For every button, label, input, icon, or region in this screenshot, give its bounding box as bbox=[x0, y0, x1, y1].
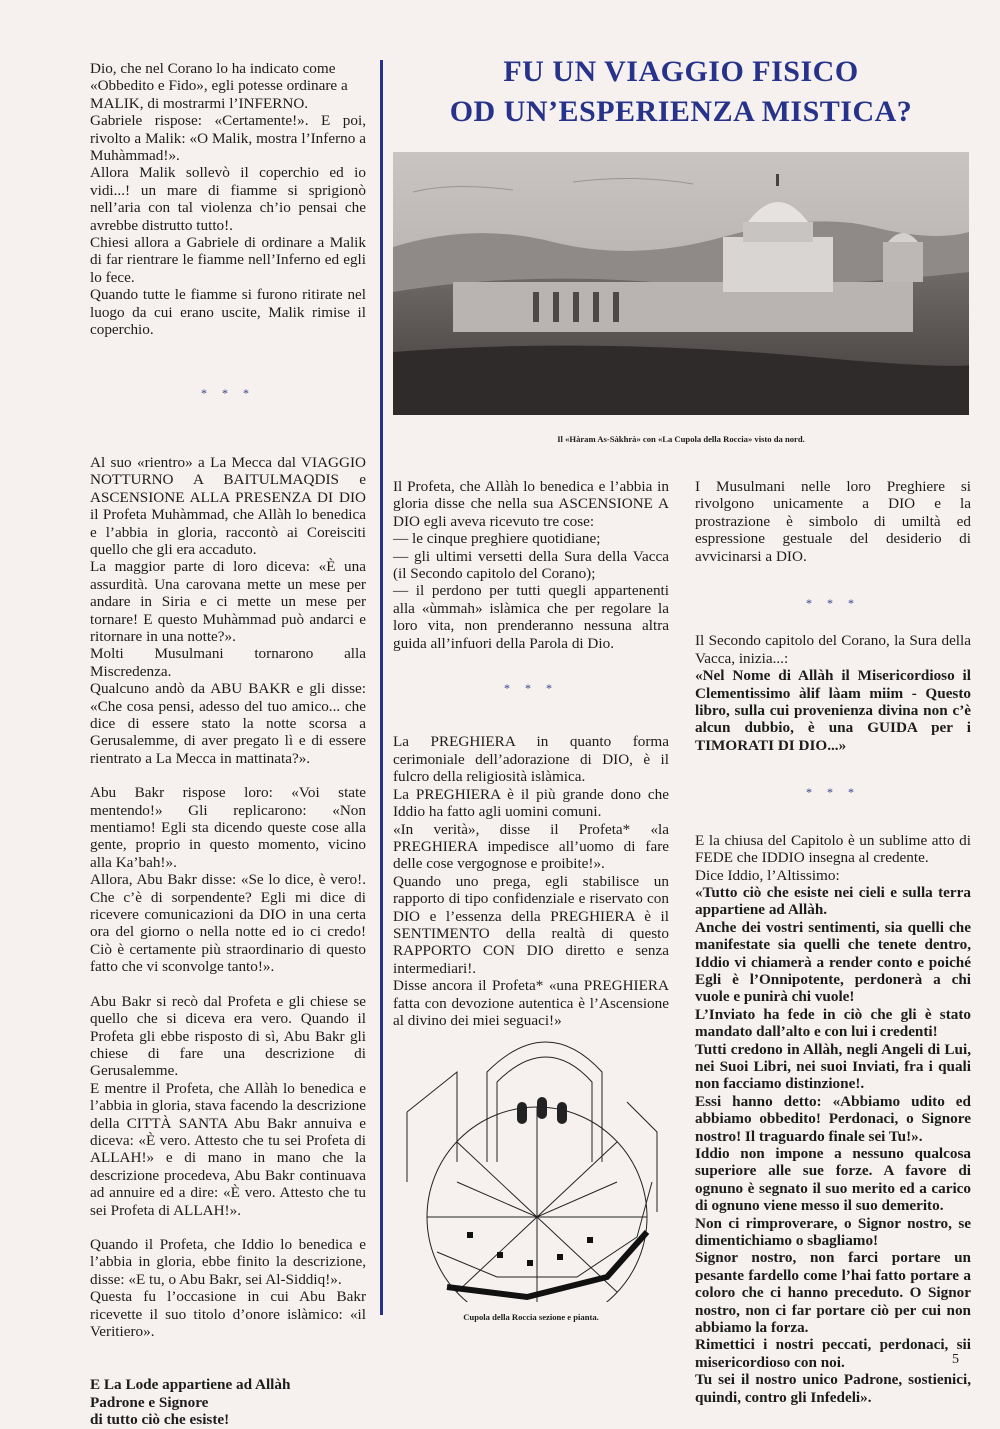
quoted-verse: Tu sei il nostro unico Padrone, sostienici, quindi, contro gli Infedeli». bbox=[695, 1371, 971, 1406]
quoted-verse: Rimettici i nostri peccati, perdonaci, sii misericordioso con noi. bbox=[695, 1336, 971, 1371]
paragraph: Allora Malik sollevò il coperchio ed io vidi...! un mare di fiamme si sprigionò nell’aria con tal violenza ch’io pensai che avrebbe distrutto tutto!. bbox=[90, 164, 366, 234]
quoted-verse: Iddio non impone a nessuno qualcosa superiore alle sue forze. A favore di ognuno è segnato il suo merito ed a carico di ognuno viene messo il suo demerito. bbox=[695, 1145, 971, 1215]
closing-line: Padrone e Signore bbox=[90, 1393, 209, 1411]
engraving-image bbox=[393, 152, 969, 415]
quoted-verse: «Nel Nome di Allàh il Misericordioso il Clementissimo àlif làam miim - Questo libro, sulla cui provenienza divina non c’è alcun dubbio, è una GUIDA per i TIMORATI DI DIO...» bbox=[695, 667, 971, 754]
paragraph: Al suo «rientro» a La Mecca dal VIAGGIO NOTTURNO A BAITULMAQDIS e ASCENSIONE ALLA PRESENZA DI DIO il Profeta Muhàmmad, che Allàh lo benedica e l’abbia in gloria, raccontò ai Coreisciti quello che gli era accaduto. bbox=[90, 453, 366, 558]
section-separator: * * * bbox=[806, 596, 860, 611]
quoted-verse: Anche dei vostri sentimenti, sia quelli che manifestate sia quelli che tenete dentro, Iddio vi chiamerà a render conto e poiché Egli è l’Onnipotente, perdonerà a chi vuole e punirà chi vuole! bbox=[695, 918, 971, 1006]
paragraph: Quando tutte le fiamme si furono ritirate nel luogo da cui erano uscite, Malik rimise il coperchio. bbox=[90, 286, 366, 339]
drawing-caption: Cupola della Roccia sezione e pianta. bbox=[463, 1312, 599, 1322]
section-separator: * * * bbox=[504, 681, 558, 696]
dome-section-plan-drawing bbox=[397, 1032, 665, 1302]
quoted-verse: Non ci rimproverare, o Signor nostro, se dimentichiamo o sbagliamo! bbox=[695, 1214, 971, 1250]
paragraph: La PREGHIERA in quanto forma cerimoniale dell’adorazione di DIO, è il fulcro della religiosità islàmica. bbox=[393, 733, 669, 786]
section-separator: * * * bbox=[806, 785, 860, 800]
closing-line: di tutto ciò che esiste! bbox=[90, 1411, 230, 1429]
paragraph: Abu Bakr si recò dal Profeta e gli chiese se quello che si diceva era vero. Quando il Profeta gli ebbe risposto di sì, Abu Bakr gli chiese di fare una descrizione di Gerusalemme. bbox=[90, 992, 366, 1080]
closing-line: E La Lode appartiene ad Allàh bbox=[90, 1376, 291, 1394]
paragraph: Questa fu l’occasione in cui Abu Bakr ricevette il suo titolo d’onore islàmico: «il Veritiero». bbox=[90, 1288, 366, 1340]
paragraph: Molti Musulmani tornarono alla Miscredenza. bbox=[90, 645, 366, 680]
list-item: — il perdono per tutti quegli appartenenti alla «ùmmah» islàmica che per regolare la loro vita, non prenderanno nessuna altra guida all’infuori della Parola di Dio. bbox=[393, 582, 669, 652]
quoted-verse: Essi hanno detto: «Abbiamo udito ed abbiamo obbedito! Perdonaci, o Signore nostro! Il traguardo finale sei Tu!». bbox=[695, 1092, 971, 1145]
paragraph: Gabriele rispose: «Certamente!». E poi, rivolto a Malik: «O Malik, mostra l’Inferno a Muhàmmad!». bbox=[90, 112, 366, 165]
quoted-verse: L’Inviato ha fede in ciò che gli è stato mandato dall’alto e con lui i credenti! bbox=[695, 1005, 971, 1041]
list-item: — le cinque preghiere quotidiane; bbox=[393, 530, 601, 548]
paragraph: E mentre il Profeta, che Allàh lo benedica e l’abbia in gloria, stava facendo la descrizione della CITTÀ SANTA Abu Bakr annuiva e diceva: «È vero. Attesto che tu sei Profeta di ALLAH!» e di mano in mano che la descrizione procedeva, Abu Bakr continuava ad annuire ed a dire: «È vero. Attesto che tu sei Profeta di ALLAH!». bbox=[90, 1079, 366, 1219]
vertical-rule bbox=[380, 60, 383, 1315]
column-right bbox=[695, 478, 971, 1406]
column-left bbox=[90, 60, 366, 1429]
quoted-verse: «Tutto ciò che esiste nei cieli e sulla terra appartiene ad Allàh. bbox=[695, 883, 971, 919]
paragraph: Quando il Profeta, che Iddio lo benedica e l’abbia in gloria, ebbe finito la descrizione, disse: «E tu, o Abu Bakr, sei Al-Siddiq!». bbox=[90, 1235, 366, 1288]
paragraph: Il Profeta, che Allàh lo benedica e l’abbia in gloria disse che nella sua ASCENSIONE A DIO egli aveva ricevuto tre cose: bbox=[393, 478, 669, 530]
list-item: — gli ultimi versetti della Sura della Vacca (il Secondo capitolo del Corano); bbox=[393, 547, 669, 583]
quoted-verse: Signor nostro, non farci portare un pesante fardello come l’hai fatto portare a coloro che ci hanno preceduto. O Signor nostro, non ci far portare ciò per cui non abbiamo la forza. bbox=[695, 1249, 971, 1337]
paragraph: Dice Iddio, l’Altissimo: bbox=[695, 866, 840, 884]
paragraph: E la chiusa del Capitolo è un sublime atto di FEDE che IDDIO insegna al credente. bbox=[695, 831, 971, 867]
paragraph: Chiesi allora a Gabriele di ordinare a Malik di far rientrare le fiamme nell’Inferno ed egli lo fece. bbox=[90, 234, 366, 286]
paragraph: La maggior parte di loro diceva: «È una assurdità. Una carovana mette un mese per andare in Siria e ci mette un mese per tornare! E questo Muhàmmad può andarci e ritornare in una notte?». bbox=[90, 558, 366, 645]
paragraph: Allora, Abu Bakr disse: «Se lo dice, è vero!. Che c’è di sorpendente? Egli mi dice di ricevere comunicazioni da DIO in una certa ora del giorno o nella notte ed io ci credo! Ciò è certamente più straordinario di questo fatto che vi sconvolge tanto!». bbox=[90, 871, 366, 976]
title-line-2: OD UN’ESPERIENZA MISTICA? bbox=[449, 95, 913, 128]
paragraph: Abu Bakr rispose loro: «Voi state mentendo!» Gli replicarono: «Non mentiamo! Egli sta dicendo queste cose alla gente, proprio in questo momento, vicino alla Ka’bah!». bbox=[90, 784, 366, 871]
paragraph: Dio, che nel Corano lo ha indicato come «Obbedito e Fido», egli potesse ordinare a MALIK, di mostrarmi l’INFERNO. bbox=[90, 60, 348, 112]
quoted-verse: Tutti credono in Allàh, negli Angeli di Lui, nei Suoi Libri, nei suoi Inviati, fra i quali non facciamo distinzione!. bbox=[695, 1040, 971, 1093]
paragraph: Disse ancora il Profeta* «una PREGHIERA fatta con devozione autentica è l’Ascensione al divino dei miei seguaci!» bbox=[393, 977, 669, 1029]
paragraph: I Musulmani nelle loro Preghiere si rivolgono unicamente a DIO e la prostrazione è simbolo di umiltà ed espressione gestuale del desiderio di avvicinarsi a DIO. bbox=[695, 478, 971, 565]
section-separator: * * * bbox=[201, 385, 255, 400]
column-middle bbox=[393, 478, 669, 1029]
paragraph: Il Secondo capitolo del Corano, la Sura della Vacca, inizia...: bbox=[695, 632, 971, 667]
photo-caption: Il «Hàram As-Sàkhrà» con «La Cupola della Roccia» visto da nord. bbox=[557, 434, 805, 444]
paragraph: «In verità», disse il Profeta* «la PREGHIERA impedisce all’uomo di fare delle cose vergognose e proibite!». bbox=[393, 820, 669, 873]
title-line-1: FU UN VIAGGIO FISICO bbox=[503, 55, 859, 88]
dome-of-rock-illustration bbox=[393, 152, 969, 415]
paragraph: Qualcuno andò da ABU BAKR e gli disse: «Che cosa pensi, adesso del tuo amico... che dice di essere stato la notte scorsa a Gerusalemme, di aver pregato lì e di essere rientrato a La Mecca in mattinata?». bbox=[90, 680, 366, 767]
page-title bbox=[395, 52, 967, 132]
page-number: 5 bbox=[952, 1352, 959, 1367]
paragraph: La PREGHIERA è il più grande dono che Iddio ha fatto agli uomini comuni. bbox=[393, 785, 669, 821]
architectural-drawing bbox=[397, 1032, 665, 1302]
paragraph: Quando uno prega, egli stabilisce un rapporto di tipo confidenziale e riservato con DIO e l’essenza della PREGHIERA è il SENTIMENTO della realtà di questo RAPPORTO CON DIO diretto e senza intermediari!. bbox=[393, 872, 669, 977]
